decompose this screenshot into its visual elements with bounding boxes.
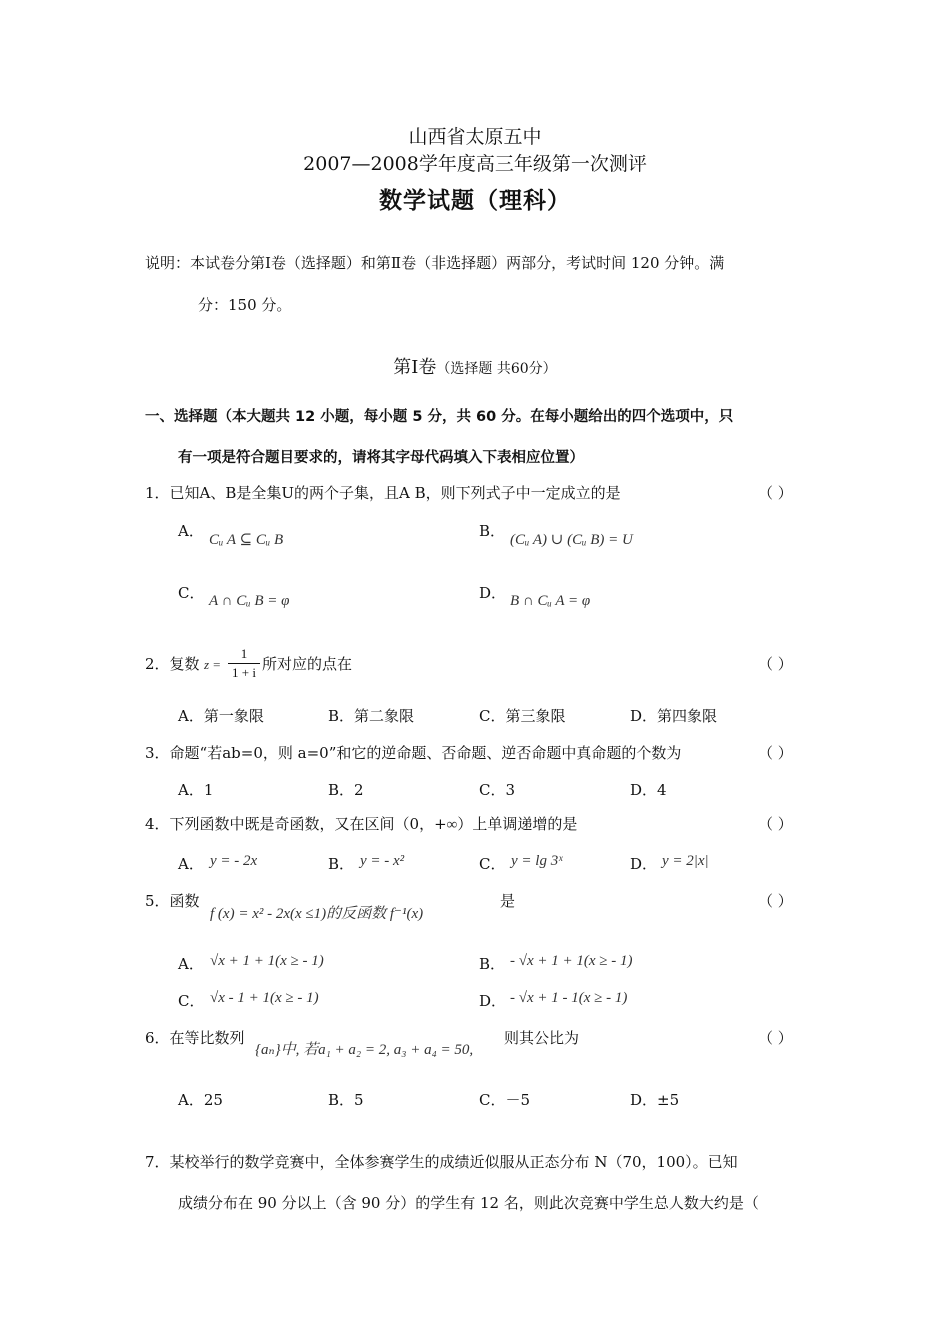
q1-option-a-math: Cᵤ A ⊆ Cᵤ B (209, 532, 284, 548)
question-7-line-1: 7．某校举行的数学竞赛中，全体参赛学生的成绩近似服从正态分布 N（70，100）。已知 (145, 1153, 738, 1171)
q3-option-a: A．1 (178, 781, 214, 799)
question-2-stem-suffix: 所对应的点在 (262, 655, 353, 673)
q3-option-d: D．4 (630, 781, 667, 799)
question-3-stem: 3．命题“若ab=0，则 a=0”和它的逆命题、否命题、逆否命题中真命题的个数为 (145, 744, 682, 762)
answer-paren-6: （ ） (758, 1029, 793, 1047)
q5-option-d-label: D． (479, 992, 507, 1010)
q2-option-b: B．第二象限 (328, 707, 415, 725)
question-2-var: z = (204, 657, 222, 672)
question-1-stem: 1．已知A、B是全集U的两个子集，且A B，则下列式子中一定成立的是 (145, 484, 621, 502)
q4-option-c-math: y = lg 3ˣ (511, 853, 563, 869)
question-7-line-2: 成绩分布在 90 分以上（含 90 分）的学生有 12 名，则此次竞赛中学生总人数大约是（ (178, 1194, 759, 1212)
question-4-stem (145, 813, 577, 834)
q1-option-b-math: (Cᵤ A) ∪ (Cᵤ B) = U (510, 532, 633, 548)
q2-option-d: D．第四象限 (630, 707, 718, 725)
fraction-numerator: 1 (240, 646, 248, 661)
question-2-stem-prefix: 2．复数 (145, 655, 200, 673)
q6-option-b: B．5 (328, 1091, 364, 1109)
instructions-line-1: 一、选择题（本大题共 12 小题，每小题 5 分，共 60 分。在每小题给出的四个选项中，只 (145, 409, 734, 425)
q5-option-c-label: C． (178, 992, 205, 1010)
q4-option-c-label: C． (479, 855, 506, 873)
q4-stem-prefix: 4．下列函数中既是奇函数，又在区间（0，+ (145, 815, 447, 833)
instructions-line-2: 有一项是符合题目要求的，请将其字母代码填入下表相应位置） (178, 450, 584, 466)
question-2-fraction (227, 646, 261, 681)
q5-option-a-label: A． (178, 955, 204, 973)
question-6-stem-prefix: 6．在等比数列 (145, 1029, 245, 1047)
section-heading (0, 353, 950, 379)
school-name: 山西省太原五中 (408, 126, 542, 148)
q1-option-d-math: B ∩ Cᵤ A = φ (510, 593, 591, 609)
question-5-stem-prefix: 5．函数 (145, 892, 200, 910)
q3-option-c: C．3 (479, 781, 516, 799)
q4-option-b-math: y = - x² (360, 853, 405, 869)
q1-option-d-label: D． (479, 584, 507, 602)
q5-option-b-math: - √x + 1 + 1(x ≥ - 1) (510, 953, 633, 969)
q4-option-d-label: D． (630, 855, 658, 873)
q5-option-b-label: B． (479, 955, 506, 973)
fraction-bar (228, 663, 260, 664)
answer-paren-1: （ ） (758, 484, 793, 502)
answer-paren-4: （ ） (758, 815, 793, 833)
q5-option-d-math: - √x + 1 - 1(x ≥ - 1) (510, 990, 628, 1006)
q5-option-c-math: √x - 1 + 1(x ≥ - 1) (210, 990, 319, 1006)
q4-option-a-math: y = - 2x (210, 853, 258, 869)
question-5-function: f (x) = x² - 2x(x ≤1)的反函数 f⁻¹(x) (210, 906, 424, 922)
q4-option-a-label: A． (178, 855, 204, 873)
infinity-symbol: ∞ (446, 817, 458, 833)
q5-option-a-math: √x + 1 + 1(x ≥ - 1) (210, 953, 324, 969)
section-subtitle: （选择题 共60分） (436, 361, 557, 377)
q1-option-c-label: C． (178, 584, 205, 602)
question-6-math: {aₙ}中, 若a₁ + a₂ = 2, a₃ + a₄ = 50, (255, 1042, 474, 1058)
section-title: 第Ⅰ卷 (393, 357, 437, 378)
q4-stem-suffix: ）上单调递增的是 (457, 815, 578, 833)
question-6-stem-suffix: 则其公比为 (504, 1029, 580, 1047)
q4-option-d-math: y = 2|x| (662, 853, 709, 869)
q3-option-b: B．2 (328, 781, 364, 799)
q6-option-a: A．25 (178, 1091, 223, 1109)
fraction-denominator: 1 + i (232, 665, 256, 680)
answer-paren-3: （ ） (758, 744, 793, 762)
q6-option-c: C．－5 (479, 1091, 531, 1109)
q1-option-c-math: A ∩ Cᵤ B = φ (209, 593, 290, 609)
question-5-stem-suffix: 是 (500, 892, 516, 910)
q1-option-b-label: B． (479, 522, 506, 540)
q6-option-d: D．±5 (630, 1091, 680, 1109)
note-line-2: 分：150 分。 (198, 296, 292, 314)
note-line-1: 说明：本试卷分第Ⅰ卷（选择题）和第Ⅱ卷（非选择题）两部分，考试时间 120 分钟。满 (145, 254, 725, 272)
answer-paren-2: （ ） (758, 655, 793, 673)
paper-title: 数学试题（理科） (379, 187, 571, 214)
exam-title: 2007—2008学年度高三年级第一次测评 (303, 153, 647, 175)
answer-paren-5: （ ） (758, 892, 793, 910)
q4-option-b-label: B． (328, 855, 355, 873)
q2-option-c: C．第三象限 (479, 707, 566, 725)
q1-option-a-label: A． (178, 522, 204, 540)
q2-option-a: A．第一象限 (178, 707, 264, 725)
